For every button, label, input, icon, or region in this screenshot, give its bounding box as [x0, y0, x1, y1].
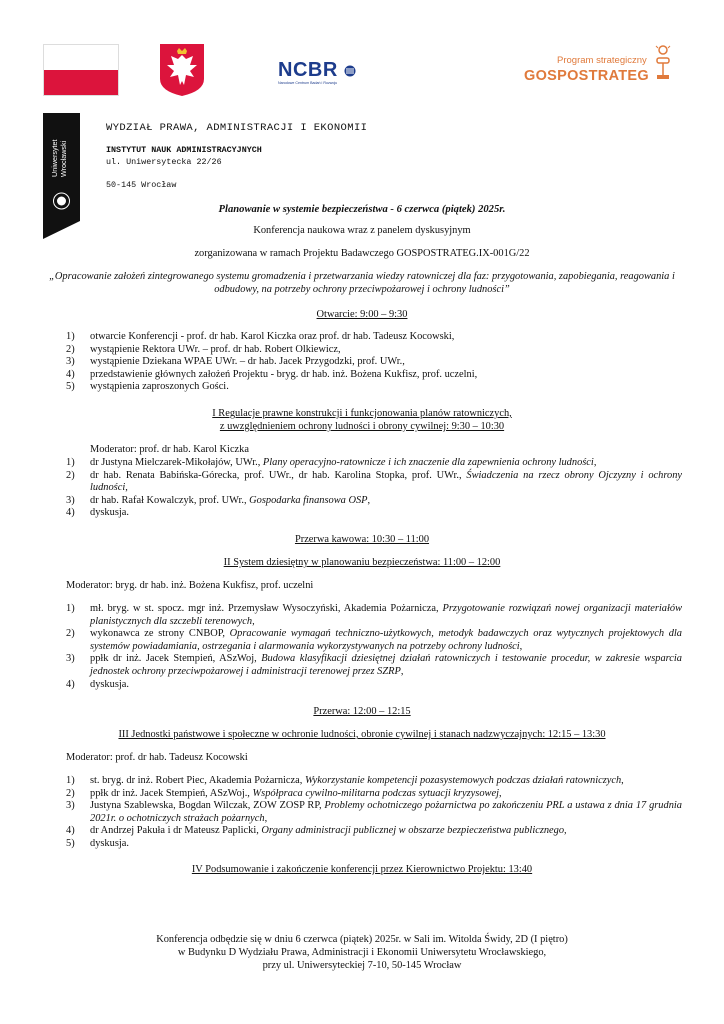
item-tail: ,: [593, 457, 597, 468]
item-talk-title: Gospodarka finansowa OSP: [249, 494, 368, 506]
list-item: [66, 470, 682, 495]
item-talk-title: Plany operacyjno-ratownicze i ich znaczenie dla zapewnienia ochrony ludności: [262, 457, 594, 468]
item-talk-title: Przygotowanie rozwiązań nowej organizacji materiałów planistycznych dla szczebli terenowych,: [90, 603, 683, 627]
list-item: [66, 775, 682, 788]
uwr-name-line2: Wrocławski: [59, 140, 68, 177]
item-speaker: dyskusja.: [90, 507, 129, 519]
list-item: [66, 603, 682, 628]
ncbr-subtitle: Narodowe Centrum Badań i Rozwoju: [278, 81, 338, 85]
item-speaker: dr hab. Rafał Kowalczyk, prof. UWr.,: [90, 494, 250, 506]
item-speaker: dyskusja.: [90, 678, 129, 690]
list-item: [66, 507, 682, 520]
item-number: 5): [66, 381, 75, 393]
item-text: wystąpienie Rektora UWr. – prof. dr hab. Robert Olkiewicz,: [90, 343, 341, 355]
faculty-name: WYDZIAŁ PRAWA, ADMINISTRACJI I EKONOMII: [106, 122, 368, 134]
item-talk-title: Świadczenia na rzecz obrony Ojczyzny i ochrony ludności: [90, 469, 682, 494]
item-number: 3): [66, 800, 75, 812]
uwr-name-line1: Uniwersytet: [50, 139, 59, 177]
item-number: 2): [66, 628, 75, 640]
project-line: zorganizowana w ramach Projektu Badawczego GOSPOSTRATEG.IX-001G/22: [194, 248, 530, 259]
item-number: 4): [66, 507, 75, 519]
item-number: 1): [66, 331, 75, 342]
city-address: 50-145 Wrocław: [106, 180, 177, 190]
item-speaker: dr hab. Renata Babińska-Górecka, prof. UWr., dr hab. Karolina Stopka, prof. UWr.,: [90, 469, 467, 481]
ncbr-stripes-icon: [344, 65, 356, 77]
session1-moderator: Moderator: prof. dr hab. Karol Kiczka: [90, 444, 249, 455]
session2-heading: II System dziesiętny w planowaniu bezpieczeństwa: 11:00 – 12:00: [223, 557, 501, 568]
footer-line2: w Budynku D Wydziału Prawa, Administracji i Ekonomii Uniwersytetu Wrocławskiego,: [177, 947, 547, 958]
list-item: [66, 653, 682, 678]
project-title: „Opracowanie założeń zintegrowanego systemu gromadzenia i przetwarzania wiedzy ratowniczej dla faz: przygotowania, zapobiegania, reagowania i odbudowy, na potrzeby ochrony przeciwpożarowej i ochrony ludności”: [49, 271, 675, 295]
item-number: 3): [66, 356, 75, 368]
item-speaker: dyskusja.: [90, 837, 129, 849]
opening-list: [66, 331, 682, 394]
session4-heading: IV Podsumowanie i zakończenie konferencji przez Kierownictwo Projektu: 13:40: [191, 864, 533, 875]
opening-heading: Otwarcie: 9:00 – 9:30: [316, 309, 408, 320]
item-text: wystąpienie Dziekana WPAE UWr. – dr hab. Jacek Przygodzki, prof. UWr.,: [90, 356, 405, 368]
item-text: wystąpienia zaproszonych Gości.: [90, 381, 229, 393]
item-speaker: dr Andrzej Pakuła i dr Mateusz Paplicki,: [90, 825, 262, 837]
item-talk-title: Współpraca cywilno-militarna podczas sytuacji kryzysowej: [252, 787, 499, 799]
short-break: Przerwa: 12:00 – 12:15: [313, 706, 411, 717]
session3-moderator: Moderator: prof. dr hab. Tadeusz Kocowski: [66, 752, 248, 763]
list-item: [66, 628, 682, 653]
footer-line1: Konferencja odbędzie się w dniu 6 czerwca (piątek) 2025r. w Sali im. Witolda Świdy, 2D (I piętro): [156, 934, 568, 945]
item-number: 1): [66, 775, 75, 786]
session1-list: [66, 457, 682, 520]
item-tail: ,: [498, 787, 502, 799]
item-talk-title: Budowa klasyfikacji dziesiętnej działań ratowniczych i testowanie procedur, w zakresie wsparcia jednostek ochrony przeciwpożarowej i administracji terenowej przez SZRP: [90, 653, 682, 677]
gospostrateg-logo: [524, 44, 684, 100]
item-speaker: mł. bryg. w st. spocz. mgr inż. Przemysław Wysoczyński, Akademia Pożarnicza,: [90, 603, 443, 614]
item-speaker: ppłk dr inż. Jacek Stempień, ASzWoj.,: [90, 787, 253, 799]
item-number: 5): [66, 837, 75, 849]
item-talk-title: Organy administracji publicznej w obszarze bezpieczeństwa publicznego,: [261, 825, 567, 837]
session2-moderator: Moderator: bryg. dr hab. inż. Bożena Kukfisz, prof. uczelni: [66, 580, 314, 591]
item-tail: ,: [621, 775, 624, 786]
list-item: [66, 495, 682, 508]
item-number: 4): [66, 678, 75, 690]
list-item: [66, 369, 682, 382]
list-item: [66, 825, 682, 838]
item-number: 2): [66, 469, 75, 481]
polish-flag: [43, 44, 119, 96]
item-number: 3): [66, 494, 75, 506]
item-number: 2): [66, 787, 75, 799]
session1-heading-line2: z uwzględnieniem ochrony ludności i obrony cywilnej: 9:30 – 10:30: [219, 421, 505, 432]
list-item: [66, 788, 682, 801]
session3-heading: III Jednostki państwowe i społeczne w ochronie ludności, obronie cywilnej i stanach nadzwyczajnych: 12:15 – 13:30: [118, 729, 606, 740]
item-tail: ,: [400, 665, 404, 677]
list-item: [66, 331, 682, 344]
item-number: 1): [66, 457, 75, 468]
ncbr-logo: [278, 60, 388, 90]
item-talk-title: Wykorzystanie kompetencji pozasystemowych podczas działań ratowniczych: [304, 775, 622, 786]
item-number: 2): [66, 343, 75, 355]
gospostrateg-figure-icon: [652, 44, 674, 84]
polish-emblem-icon: [159, 43, 205, 97]
program-name: GOSPOSTRATEG: [524, 68, 649, 84]
item-number: 3): [66, 653, 75, 665]
street-address: ul. Uniwersytecka 22/26: [106, 157, 222, 167]
item-tail: ,: [125, 482, 128, 494]
footer-line3: przy ul. Uniwersyteckiej 7-10, 50-145 Wrocław: [262, 960, 462, 971]
session1-heading-line1: I Regulacje prawne konstrukcji i funkcjonowania planów ratowniczych,: [212, 408, 512, 419]
item-text: otwarcie Konferencji - prof. dr hab. Karol Kiczka oraz prof. dr hab. Tadeusz Kocowski,: [90, 331, 455, 342]
conference-subtitle: Konferencja naukowa wraz z panelem dyskusyjnym: [253, 225, 471, 236]
program-line: Program strategiczny: [557, 55, 647, 66]
list-item: [66, 381, 682, 394]
item-number: 4): [66, 825, 75, 837]
list-item: [66, 457, 682, 470]
item-speaker: ppłk dr inż. Jacek Stempień, ASzWoj,: [90, 653, 262, 665]
session3-list: [66, 775, 682, 851]
ncbr-wordmark: NCBR: [278, 59, 338, 81]
item-text: przedstawienie głównych założeń Projektu - bryg. dr hab. inż. Bożena Kukfisz, prof. uczelni,: [90, 368, 478, 380]
item-speaker: st. bryg. dr inż. Robert Piec, Akademia Pożarnicza,: [90, 775, 305, 786]
item-talk-title: Opracowanie wymagań techniczno-użytkowych, metodyk badawczych oraz wytycznych projektowych dla systemów powiadamiania, ostrzegania i alarmowania wykorzystywanych na potrzeby ochrony ludności: [90, 628, 683, 652]
institute-name: INSTYTUT NAUK ADMINISTRACYJNYCH: [106, 145, 262, 155]
item-tail: ,: [367, 494, 371, 506]
coffee-break: Przerwa kawowa: 10:30 – 11:00: [294, 534, 430, 545]
item-speaker: wykonawca ze strony CNBOP,: [90, 628, 230, 640]
uwr-ribbon: [43, 113, 80, 239]
item-number: 1): [66, 603, 75, 614]
conference-title: Planowanie w systemie bezpieczeństwa - 6 czerwca (piątek) 2025r.: [218, 204, 506, 215]
item-speaker: Justyna Szablewska, Bogdan Wilczak, ZOW ZOSP RP,: [90, 800, 325, 812]
item-tail: ,: [264, 812, 268, 824]
item-number: 4): [66, 368, 75, 380]
session2-list: [66, 603, 682, 691]
item-tail: ,: [519, 640, 523, 652]
list-item: [66, 679, 682, 692]
list-item: [66, 356, 682, 369]
list-item: [66, 838, 682, 851]
item-speaker: dr Justyna Mielczarek-Mikołajów, UWr.,: [90, 457, 263, 468]
list-item: [66, 344, 682, 357]
list-item: [66, 800, 682, 825]
item-talk-title: Problemy ochotniczego pożarnictwa po zakończeniu PRL a ustawa z dnia 17 grudnia 2021r. o ochotniczych strażach pożarnych: [90, 800, 682, 824]
